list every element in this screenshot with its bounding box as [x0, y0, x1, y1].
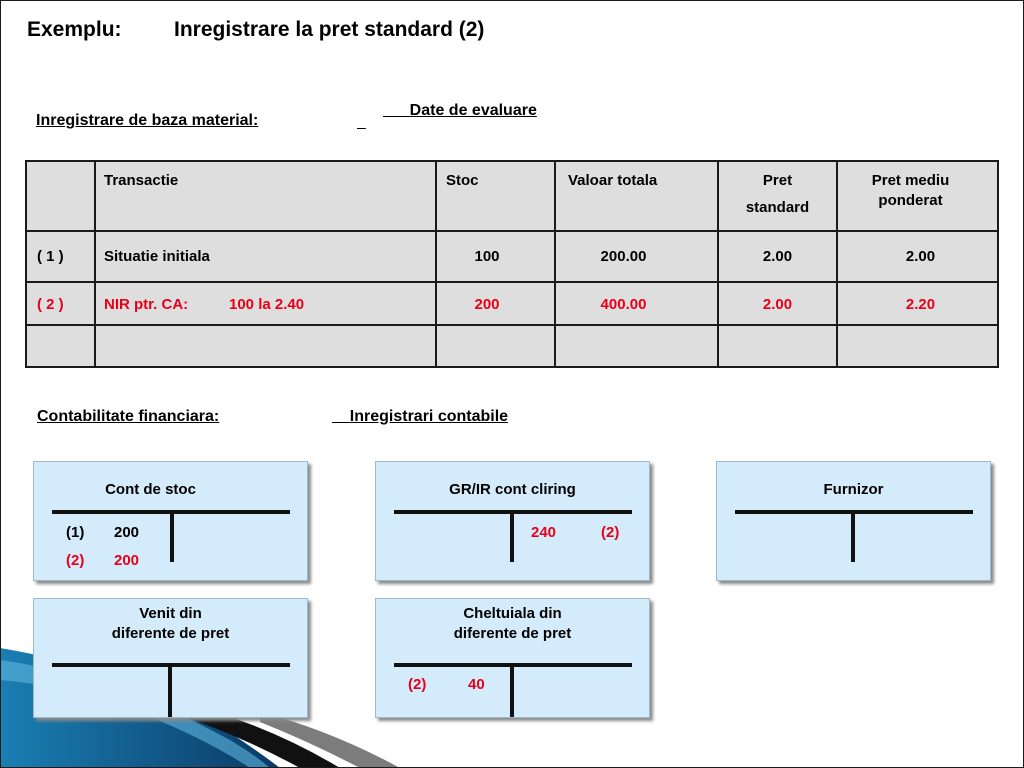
inregistrari-contabile-label: Inregistrari contabile [349, 408, 509, 425]
header-transactie: Transactie [104, 172, 179, 189]
date-de-evaluare-label: Date de evaluare [409, 102, 537, 119]
row2-transactie: NIR ptr. CA: [104, 296, 189, 313]
section-label-material: Inregistrare de baza material: [36, 112, 259, 129]
table-hline [27, 324, 997, 326]
header-pret-mediu-2: ponderat [878, 192, 943, 209]
table-hline [27, 230, 997, 232]
row2-valoare: 400.00 [600, 296, 647, 313]
row2-id: ( 2 ) [37, 296, 64, 313]
header-valoare: Valoar totala [568, 172, 658, 189]
t-account-divider [851, 512, 855, 562]
section-label-contabilitate: Contabilitate financiara: [37, 408, 220, 425]
t-account-divider [510, 512, 514, 562]
t-account-divider [168, 665, 172, 717]
debit-ref: (1) [66, 524, 85, 541]
account-title: Cont de stoc [105, 481, 196, 498]
account-title-line1: Cheltuiala din [463, 605, 562, 622]
header-pret-mediu-1: Pret mediu [871, 172, 950, 189]
row2-pret-standard: 2.00 [762, 296, 793, 313]
t-account-cont-de-stoc [33, 461, 308, 581]
header-stoc: Stoc [446, 172, 479, 189]
row1-valoare: 200.00 [600, 248, 647, 265]
account-title-line2: diferente de pret [453, 625, 572, 642]
row1-transactie: Situatie initiala [104, 248, 210, 265]
slide-title-prefix: Exemplu: [27, 18, 122, 41]
header-pret-standard-1: Pret [762, 172, 793, 189]
table-hline [27, 281, 997, 283]
inregistrari-contabile-link[interactable] [332, 408, 508, 426]
row1-pret-mediu: 2.00 [905, 248, 936, 265]
row1-pret-standard: 2.00 [762, 248, 793, 265]
debit-value: 200 [114, 524, 140, 541]
date-de-evaluare-link[interactable] [383, 102, 537, 120]
row2-stoc: 200 [474, 296, 500, 313]
row2-pret-mediu: 2.20 [905, 296, 936, 313]
row1-id: ( 1 ) [37, 248, 64, 265]
credit-ref: (2) [601, 524, 620, 541]
debit-value: 200 [114, 552, 140, 569]
t-account-divider [510, 665, 514, 717]
t-account-grir-cont-cliring [375, 461, 650, 581]
t-account-divider [170, 512, 174, 562]
account-title-line2: diferente de pret [111, 625, 230, 642]
account-title: Furnizor [823, 481, 884, 498]
row2-detail: 100 la 2.40 [229, 296, 305, 313]
row1-stoc: 100 [474, 248, 500, 265]
debit-value: 40 [468, 676, 485, 693]
account-title-line1: Venit din [139, 605, 202, 622]
table-vline [94, 162, 96, 366]
account-title: GR/IR cont cliring [449, 481, 576, 498]
t-account-furnizor [716, 461, 991, 581]
debit-ref: (2) [66, 552, 85, 569]
t-account-cheltuiala-diferente [375, 598, 650, 718]
credit-value: 240 [531, 524, 557, 541]
header-pret-standard-2: standard [745, 199, 810, 216]
debit-ref: (2) [408, 676, 427, 693]
underline-spacer [357, 114, 366, 132]
evaluation-table [25, 160, 999, 368]
t-account-venit-diferente [33, 598, 308, 718]
slide-title: Inregistrare la pret standard (2) [174, 18, 485, 41]
